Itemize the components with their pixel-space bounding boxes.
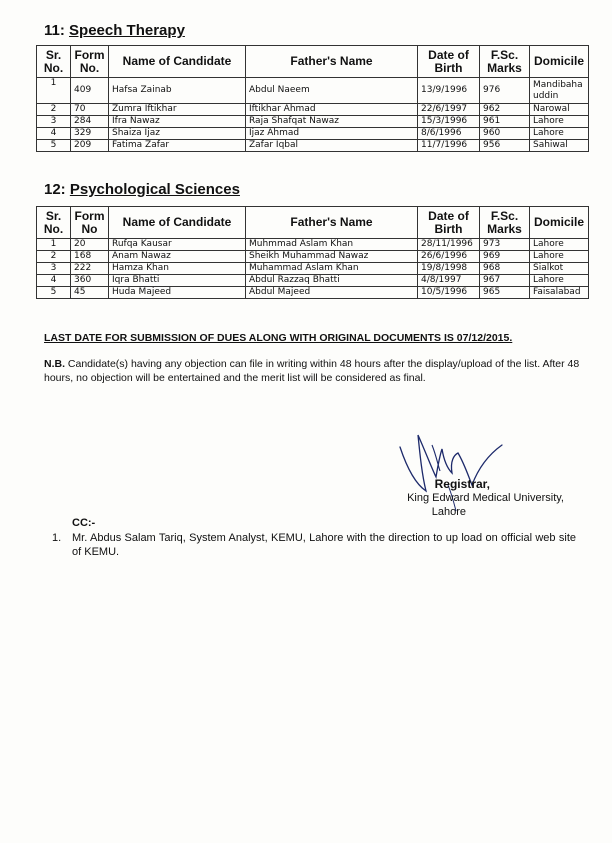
table-row bbox=[37, 116, 589, 128]
col-header: Domicile bbox=[530, 207, 589, 239]
cell-form: 329 bbox=[71, 128, 109, 140]
cell-father: Iftikhar Ahmad bbox=[246, 104, 418, 116]
cell-marks: 976 bbox=[480, 78, 530, 104]
cell-dob: 8/6/1996 bbox=[418, 128, 480, 140]
cell-form: 20 bbox=[71, 239, 109, 251]
section-number: 11: bbox=[44, 22, 65, 39]
col-header: Date of Birth bbox=[418, 207, 480, 239]
cell-father: Abdul Majeed bbox=[246, 287, 418, 299]
cell-dob: 28/11/1996 bbox=[418, 239, 480, 251]
signatory-title: Registrar, bbox=[434, 477, 490, 491]
cell-name: Rufqa Kausar bbox=[109, 239, 246, 251]
signatory-org: King Edward Medical University, bbox=[407, 492, 564, 504]
cell-dob: 15/3/1996 bbox=[418, 116, 480, 128]
col-header: Name of Candidate bbox=[109, 46, 246, 78]
cell-form: 222 bbox=[71, 263, 109, 275]
cell-sr: 5 bbox=[37, 287, 71, 299]
cell-name: Fatima Zafar bbox=[109, 140, 246, 152]
cell-father: Muhammad Aslam Khan bbox=[246, 263, 418, 275]
cc-item-number: 1. bbox=[52, 532, 62, 544]
cc-item-text: Mr. Abdus Salam Tariq, System Analyst, KEMU, Lahore with the direction to up load on official web site of KEMU. bbox=[72, 532, 576, 558]
cell-dob: 13/9/1996 bbox=[418, 78, 480, 104]
cc-label: CC:- bbox=[72, 517, 96, 529]
cell-name: Ifra Nawaz bbox=[109, 116, 246, 128]
cell-name: Anam Nawaz bbox=[109, 251, 246, 263]
cell-domicile: Faisalabad bbox=[530, 287, 589, 299]
cell-marks: 967 bbox=[480, 275, 530, 287]
table-row bbox=[37, 275, 589, 287]
table-row bbox=[37, 128, 589, 140]
table-header-row bbox=[37, 46, 589, 78]
table-header-row bbox=[37, 207, 589, 239]
cell-name: Shaiza Ijaz bbox=[109, 128, 246, 140]
cell-marks: 969 bbox=[480, 251, 530, 263]
cell-marks: 968 bbox=[480, 263, 530, 275]
cell-father: Raja Shafqat Nawaz bbox=[246, 116, 418, 128]
submission-notice: LAST DATE FOR SUBMISSION OF DUES ALONG WITH ORIGINAL DOCUMENTS IS 07/12/2015. bbox=[44, 332, 513, 344]
cell-name: Hafsa Zainab bbox=[109, 78, 246, 104]
table-row bbox=[37, 239, 589, 251]
cell-domicile: Sahiwal bbox=[530, 140, 589, 152]
section-title bbox=[44, 22, 185, 39]
col-header: Sr. No. bbox=[37, 46, 71, 78]
cell-dob: 19/8/1998 bbox=[418, 263, 480, 275]
col-header: Sr. No. bbox=[37, 207, 71, 239]
cell-father: Abdul Razzaq Bhatti bbox=[246, 275, 418, 287]
cell-sr: 3 bbox=[37, 116, 71, 128]
table-row bbox=[37, 287, 589, 299]
table-row bbox=[37, 104, 589, 116]
nb-label: N.B. bbox=[44, 358, 65, 370]
col-header: Name of Candidate bbox=[109, 207, 246, 239]
section-number: 12: bbox=[44, 181, 66, 198]
section-name: Psychological Sciences bbox=[69, 181, 240, 198]
nb-text: Candidate(s) having any objection can file in writing within 48 hours after the display/upload of the list. After 48 hours, no objection will be entertained and the merit list will be considered as final. bbox=[44, 358, 580, 384]
cell-marks: 961 bbox=[480, 116, 530, 128]
table-row bbox=[37, 78, 589, 104]
cell-dob: 22/6/1997 bbox=[418, 104, 480, 116]
cell-marks: 960 bbox=[480, 128, 530, 140]
cell-father: Zafar Iqbal bbox=[246, 140, 418, 152]
cell-domicile: Lahore bbox=[530, 251, 589, 263]
cell-father: Sheikh Muhammad Nawaz bbox=[246, 251, 418, 263]
table-row bbox=[37, 263, 589, 275]
signatory-city: Lahore bbox=[431, 506, 466, 518]
cell-dob: 10/5/1996 bbox=[418, 287, 480, 299]
cell-domicile: Narowal bbox=[530, 104, 589, 116]
table-row bbox=[37, 251, 589, 263]
cell-form: 209 bbox=[71, 140, 109, 152]
col-header: F.Sc. Marks bbox=[480, 46, 530, 78]
col-header: Form No bbox=[71, 207, 109, 239]
cell-sr: 5 bbox=[37, 140, 71, 152]
cell-dob: 26/6/1996 bbox=[418, 251, 480, 263]
cell-sr: 1 bbox=[37, 78, 71, 104]
cell-sr: 4 bbox=[37, 275, 71, 287]
cell-sr: 3 bbox=[37, 263, 71, 275]
cell-form: 409 bbox=[71, 78, 109, 104]
section-title bbox=[44, 181, 240, 198]
cell-form: 70 bbox=[71, 104, 109, 116]
cc-item bbox=[52, 531, 576, 559]
cell-domicile: Lahore bbox=[530, 128, 589, 140]
cell-domicile: Lahore bbox=[530, 275, 589, 287]
cell-marks: 956 bbox=[480, 140, 530, 152]
cell-domicile: Mandibahauddin bbox=[530, 78, 589, 104]
cell-dob: 4/8/1997 bbox=[418, 275, 480, 287]
cell-form: 284 bbox=[71, 116, 109, 128]
candidates-table bbox=[36, 206, 589, 299]
cell-father: Muhmmad Aslam Khan bbox=[246, 239, 418, 251]
cell-marks: 973 bbox=[480, 239, 530, 251]
cell-marks: 965 bbox=[480, 287, 530, 299]
nb-paragraph bbox=[44, 357, 584, 385]
cell-domicile: Lahore bbox=[530, 239, 589, 251]
cell-sr: 2 bbox=[37, 104, 71, 116]
cell-name: Iqra Bhatti bbox=[109, 275, 246, 287]
cell-domicile: Lahore bbox=[530, 116, 589, 128]
table-row bbox=[37, 140, 589, 152]
col-header: Domicile bbox=[530, 46, 589, 78]
cell-dob: 11/7/1996 bbox=[418, 140, 480, 152]
col-header: Father's Name bbox=[246, 207, 418, 239]
cell-form: 360 bbox=[71, 275, 109, 287]
cell-father: Abdul Naeem bbox=[246, 78, 418, 104]
signature-block bbox=[407, 477, 564, 519]
cell-name: Zumra Iftikhar bbox=[109, 104, 246, 116]
cell-sr: 4 bbox=[37, 128, 71, 140]
col-header: Form No. bbox=[71, 46, 109, 78]
cell-form: 168 bbox=[71, 251, 109, 263]
col-header: Father's Name bbox=[246, 46, 418, 78]
cell-sr: 1 bbox=[37, 239, 71, 251]
cell-sr: 2 bbox=[37, 251, 71, 263]
cell-form: 45 bbox=[71, 287, 109, 299]
section-name: Speech Therapy bbox=[69, 22, 185, 39]
col-header: Date of Birth bbox=[418, 46, 480, 78]
cell-name: Huda Majeed bbox=[109, 287, 246, 299]
cell-marks: 962 bbox=[480, 104, 530, 116]
col-header: F.Sc. Marks bbox=[480, 207, 530, 239]
cell-domicile: Sialkot bbox=[530, 263, 589, 275]
cell-name: Hamza Khan bbox=[109, 263, 246, 275]
cell-father: Ijaz Ahmad bbox=[246, 128, 418, 140]
candidates-table bbox=[36, 45, 589, 152]
